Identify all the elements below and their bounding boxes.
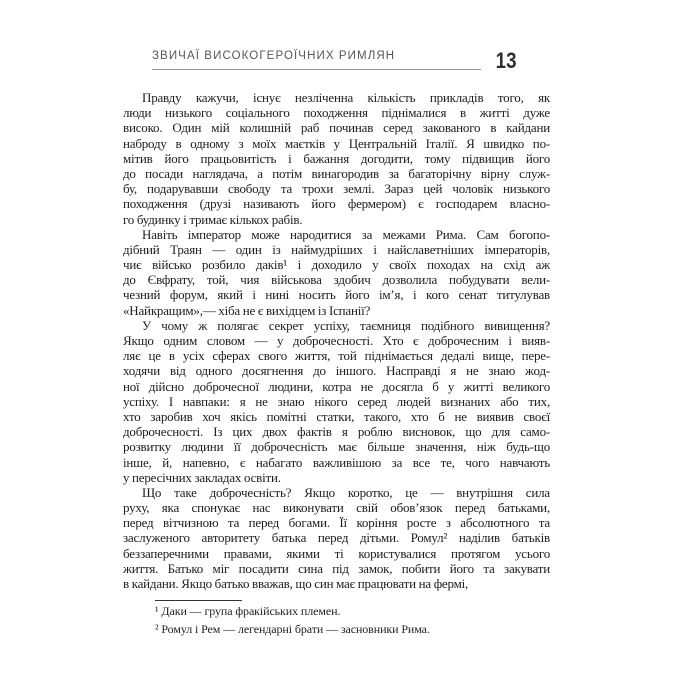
body-line: до Євфрату, той, чия військова здобич дозволила побудувати вели- (123, 272, 550, 288)
body-line: ходячи від одного досягнення до іншого. Насправді я не знаю жод- (123, 363, 550, 379)
body-line: ляє це в усіх сферах свого життя, той піднімається дедалі вище, пере- (123, 348, 550, 364)
body-line: Навіть імператор може народитися за межами Рима. Сам богопо- (142, 226, 550, 242)
body-line: наброду в одному з моїх маєтків у Центральній Італії. Я швидко по- (123, 135, 550, 151)
footnote-item: ¹ Даки — група фракійських племен. (155, 604, 341, 618)
footnote-item: ² Ромул і Рем — легендарні брати — засновники Рима. (155, 621, 430, 636)
body-line: життя. Батько міг посадити сина під замок, побити його та закувати (123, 560, 550, 576)
body-paragraph (123, 227, 550, 318)
body-line: Якщо одним словом — у доброчесності. Хто є доброчесним і вияв- (123, 333, 550, 348)
page-body (123, 90, 550, 591)
header-rule (152, 46, 481, 70)
body-line: У чому ж полягає секрет успіху, таємниця подібного вивищення? (142, 317, 550, 333)
body-line: го будинку і тримає кількох рабів. (123, 211, 303, 227)
body-line: ної дійсно доброчесної людини, котра не досягла б у житті великого (123, 378, 550, 394)
body-line: перед вітчизною та перед богами. Її коріння росте з абсолютного та (123, 515, 550, 531)
body-line: мітив його працьовитість і бажання догодити, тому підвищив його (123, 150, 550, 166)
body-line: доброчесності. Із цих двох фактів я роблю висновок, що для само- (123, 424, 550, 440)
body-paragraph (123, 485, 550, 591)
body-line: дібний Траян — один із наймудріших і найславетніших імператорів, (123, 241, 550, 257)
footnote-separator (155, 600, 242, 601)
body-line: беззаперечними правами, якими ті користувалися протягом усього (123, 545, 550, 561)
body-line: «Найкращим»,— хіба не є вихідцем із Іспанії? (123, 302, 371, 318)
footnotes (155, 603, 555, 638)
page-number: 13 (495, 48, 516, 73)
body-paragraph (123, 90, 550, 227)
body-paragraph (123, 318, 550, 485)
running-header (152, 46, 516, 73)
body-line: в кайдани. Якщо батько вважав, що син має працювати на фермі, (123, 576, 469, 591)
body-line: високо. Один мій колишній раб починав серед закованого в кайдани (123, 120, 550, 136)
body-line: Правду кажучи, існує незліченна кількість прикладів того, як (142, 90, 550, 105)
body-line: походження (друзі називають його фермером) є господарем власно- (123, 196, 550, 212)
body-line: руху, яка спонукає нас виконувати свій обов’язок перед батьками, (123, 500, 550, 516)
body-line: розвитку людини її доброчесність має більше значення, ніж будь-що (123, 439, 550, 455)
body-line: заслуженого авторитету батька перед дітьми. Ромул² наділив батьків (123, 530, 550, 546)
body-line: чиє військо розбило даків¹ і доходило у своїх походах на схід аж (123, 257, 550, 273)
body-line: до посади наглядача, а потім винагородив за багаторічну вірну служ- (123, 165, 550, 181)
body-line: у пересічних закладах освіти. (123, 469, 281, 485)
body-line: Що таке доброчесність? Якщо коротко, це — внутрішня сила (142, 484, 550, 500)
body-line: хто заробив хоч якісь помітні статки, такого, хто б не виявив своєї (123, 408, 550, 424)
body-line: інше, й, напевно, є набагато важливішою за все те, чого навчають (123, 454, 550, 470)
body-line: люди низького соціального походження піднімалися в житті дуже (123, 105, 550, 121)
body-line: бу, подарувавши свободу та трохи землі. Зараз цей чоловік низького (123, 181, 550, 197)
body-line: чезний форум, який і нині носить його ім’я, і кого сенат титулував (123, 287, 550, 303)
chapter-title: ЗВИЧАЇ ВИСОКОГЕРОЇЧНИХ РИМЛЯН (152, 50, 396, 62)
body-line: успіху. І навпаки: я не знаю нікого серед людей визнаних або тих, (123, 393, 550, 409)
